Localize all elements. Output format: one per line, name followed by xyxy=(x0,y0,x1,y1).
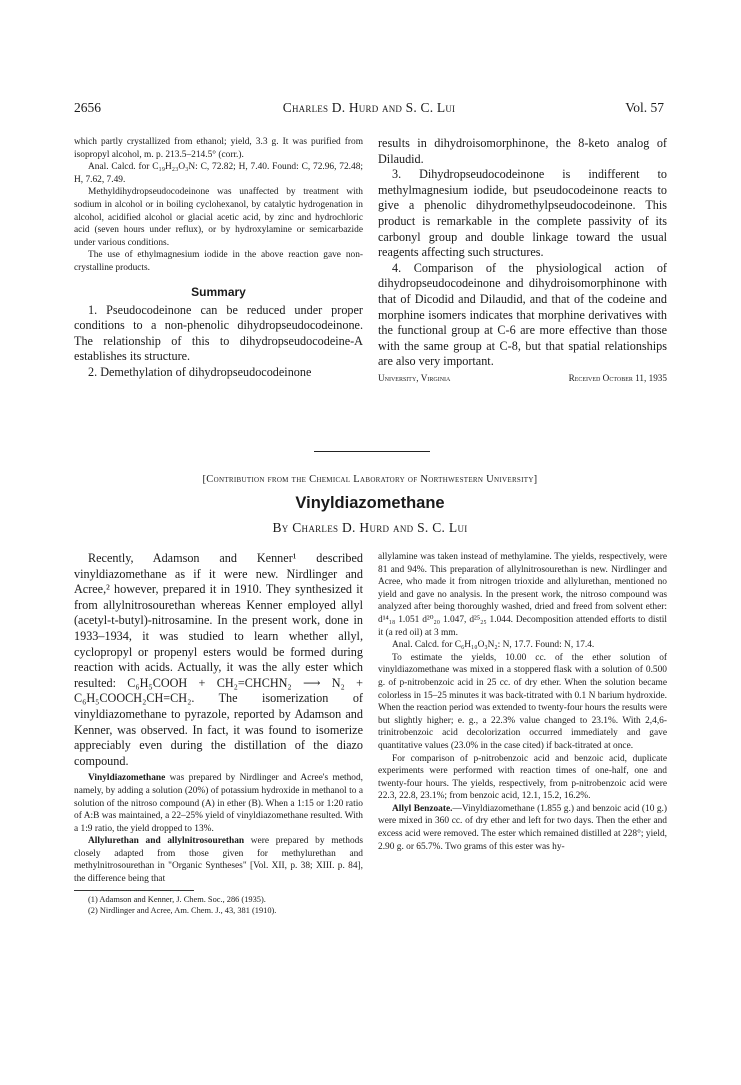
summary-heading: Summary xyxy=(191,284,246,299)
paragraph: Vinyldiazomethane was prepared by Nirdlinger and Acree's method, namely, by adding a solution (20%) of potassium hydroxide in methanol to a solution of the nitroso compound (A) in ether (B). When a 1:15 or 1:20 ratio of A:B was maintained, a 22–25% yield of vinyldiazomethane resulted. With a 1:9 ratio, the yield dropped to 13%. xyxy=(74,773,363,834)
received-date: Received October 11, 1935 xyxy=(568,372,667,383)
page-number: 2656 xyxy=(74,100,101,115)
paragraph: Allylurethan and allylnitrosourethan were prepared by methods closely adapted from those given for methylurethan and methylnitrosourethan in "Organic Syntheses" [Vol. XII, p. 38; XIII. p. 84], the difference being that xyxy=(74,836,363,885)
run-in-heading: Allylurethan and allylnitrosourethan xyxy=(88,836,245,847)
article-right-column xyxy=(378,551,667,853)
summary-item: 1. Pseudocodeinone can be reduced under proper conditions to a non-phenolic dihydropseudocodeinone. The relationship of this to dihydropseudocodeine-A establishes its structure. xyxy=(74,302,363,364)
footnote: (2) Nirdlinger and Acree, Am. Chem. J., 43, 381 (1910). xyxy=(88,905,277,915)
article-left-column xyxy=(74,551,363,916)
paragraph: The use of ethylmagnesium iodide in the above reaction gave non-crystalline products. xyxy=(74,250,363,273)
summary-item: 3. Dihydropseudocodeinone is indifferent to methylmagnesium iodide, but pseudocodeinone reacts to give a phenolic dihydromethylpseudocodeinone. This product is remarkable in the complete passivity of its carbonyl group and double linkage toward the usual reagents affecting such structures. xyxy=(378,167,667,260)
article-byline: By Charles D. Hurd and S. C. Lui xyxy=(272,520,468,535)
contribution-note: [Contribution from the Chemical Laboratory of Northwestern University] xyxy=(202,474,538,485)
footnote-rule xyxy=(74,890,194,891)
running-title: Charles D. Hurd and S. C. Lui xyxy=(282,100,456,115)
summary-item: results in dihydroisomorphinone, the 8-keto analog of Dilaudid. xyxy=(378,136,667,166)
paragraph: To estimate the yields, 10.00 cc. of the ether solution of vinyldiazomethane was mixed in a stoppered flask with a solution of 0.500 g. of p-nitrobenzoic acid in 25 cc. of dry ether. When the solution became colorless in 15–25 minutes it was back-titrated with 0.1 N barium hydroxide. When the reaction period was extended to twenty-four hours the results were but slightly higher; e. g., a 22.3% value changed to 23.1%. With 2,4,6-trinitrobenzoic acid decolorization occurred immediately and gave quantitative values (23.0% in the case cited) if back-titrated at once. xyxy=(378,652,667,751)
run-in-heading: Vinyldiazomethane xyxy=(88,773,166,784)
summary-item: 4. Comparison of the physiological action of dihydropseudocodeinone and dihydroisomorphinone with that of Dicodid and Dilaudid, and that of the codeine and morphine isomers indicates that morphine derivatives with the functional group at C-6 are more effective than those with the same group at C-8, but that spatial relationships are also very important. xyxy=(378,260,667,369)
paragraph: which partly crystallized from ethanol; yield, 3.3 g. It was purified from isopropyl alcohol, m. p. 213.5–214.5° (corr.). xyxy=(74,137,363,160)
section-divider xyxy=(314,451,430,452)
volume-label: Vol. 57 xyxy=(625,100,664,115)
analysis-paragraph: Anal. Calcd. for C₆H₁₀O₃N₂: N, 17.7. Found: N, 17.4. xyxy=(392,640,595,651)
paragraph: Allyl Benzoate.—Vinyldiazomethane (1.855 g.) and benzoic acid (10 g.) were mixed in 360 cc. of dry ether and left for two days. Then the ether and excess acid were removed. The ester which remained distilled at 228°; yield, 2.90 g. or 65.7%. Two grams of this ester was hy- xyxy=(378,803,667,852)
prev-article-right-column xyxy=(378,136,667,383)
summary-item: 2. Demethylation of dihydropseudocodeinone xyxy=(88,364,312,379)
paragraph: For comparison of p-nitrobenzoic acid and benzoic acid, duplicate experiments were performed with reaction times of one-half, one and twenty-four hours. The yields, respectively, from p-nitrobenzoic acid were 22.3, 22.8, 23.1%; from benzoic acid, 12.1, 15.2, 16.2%. xyxy=(378,753,667,802)
paragraph: allylamine was taken instead of methylamine. The yields, respectively, were 81 and 94%. This preparation of allylnitrosourethan is new. Nirdlinger and Acree, who made it from nitrogen trioxide and allylurethan, mentioned no yield and gave no analysis. In the present work, the nitroso compound was analyzed after being thoroughly washed, dried and freed from solvent ether: d¹⁴₁₈ 1.051 d²⁰₂₀ 1.047, d²⁵₂₅ 1.044. Decomposition attended efforts to distil it (a red oil) at 3 mm. xyxy=(378,552,667,638)
running-header xyxy=(74,100,664,118)
run-in-heading: Allyl Benzoate. xyxy=(392,803,453,814)
analysis-paragraph: Anal. Calcd. for C₁₉H₂₃O₃N: C, 72.82; H, 7.40. Found: C, 72.96, 72.48; H, 7.62, 7.49. xyxy=(74,162,363,185)
article-title: Vinyldiazomethane xyxy=(295,494,445,512)
footnote: (1) Adamson and Kenner, J. Chem. Soc., 286 (1935). xyxy=(88,894,266,904)
affiliation: University, Virginia xyxy=(378,372,451,383)
paragraph: Methyldihydropseudocodeinone was unaffected by treatment with sodium in alcohol or in boiling cyclohexanol, by catalytic hydrogenation in alcohol, acidified alcohol or glacial acetic acid, by zinc and hydrochloric acid (seven hours under reflux), or by hydroxylamine or semicarbazide under various conditions. xyxy=(74,187,363,248)
prev-article-left-column xyxy=(74,136,363,381)
intro-paragraph: Recently, Adamson and Kenner¹ described vinyldiazomethane as if it were new. Nirdlinger and Acree,² however, prepared it in 1910. They synthesized it from allylnitrosourethan whereas Kenner employed allyl (acetyl-t-butyl)-nitrosamine. In the present work, done in 1933–1934, it was studied to learn whether allyl, cyclopropyl or propenyl esters would be formed during reaction with acids. Actually, it was the ally ester which resulted: C₆H₅COOH + CH₂=CHCHN₂ ⟶ N₂ + C₆H₅COOCH₂CH=CH₂. The isomerization of vinyldiazomethane to pyrazole, reported by Adamson and Kenner, was observed. In fact, it was found to isomerize appreciably even during the distillation of the diazo compound. xyxy=(74,551,363,768)
